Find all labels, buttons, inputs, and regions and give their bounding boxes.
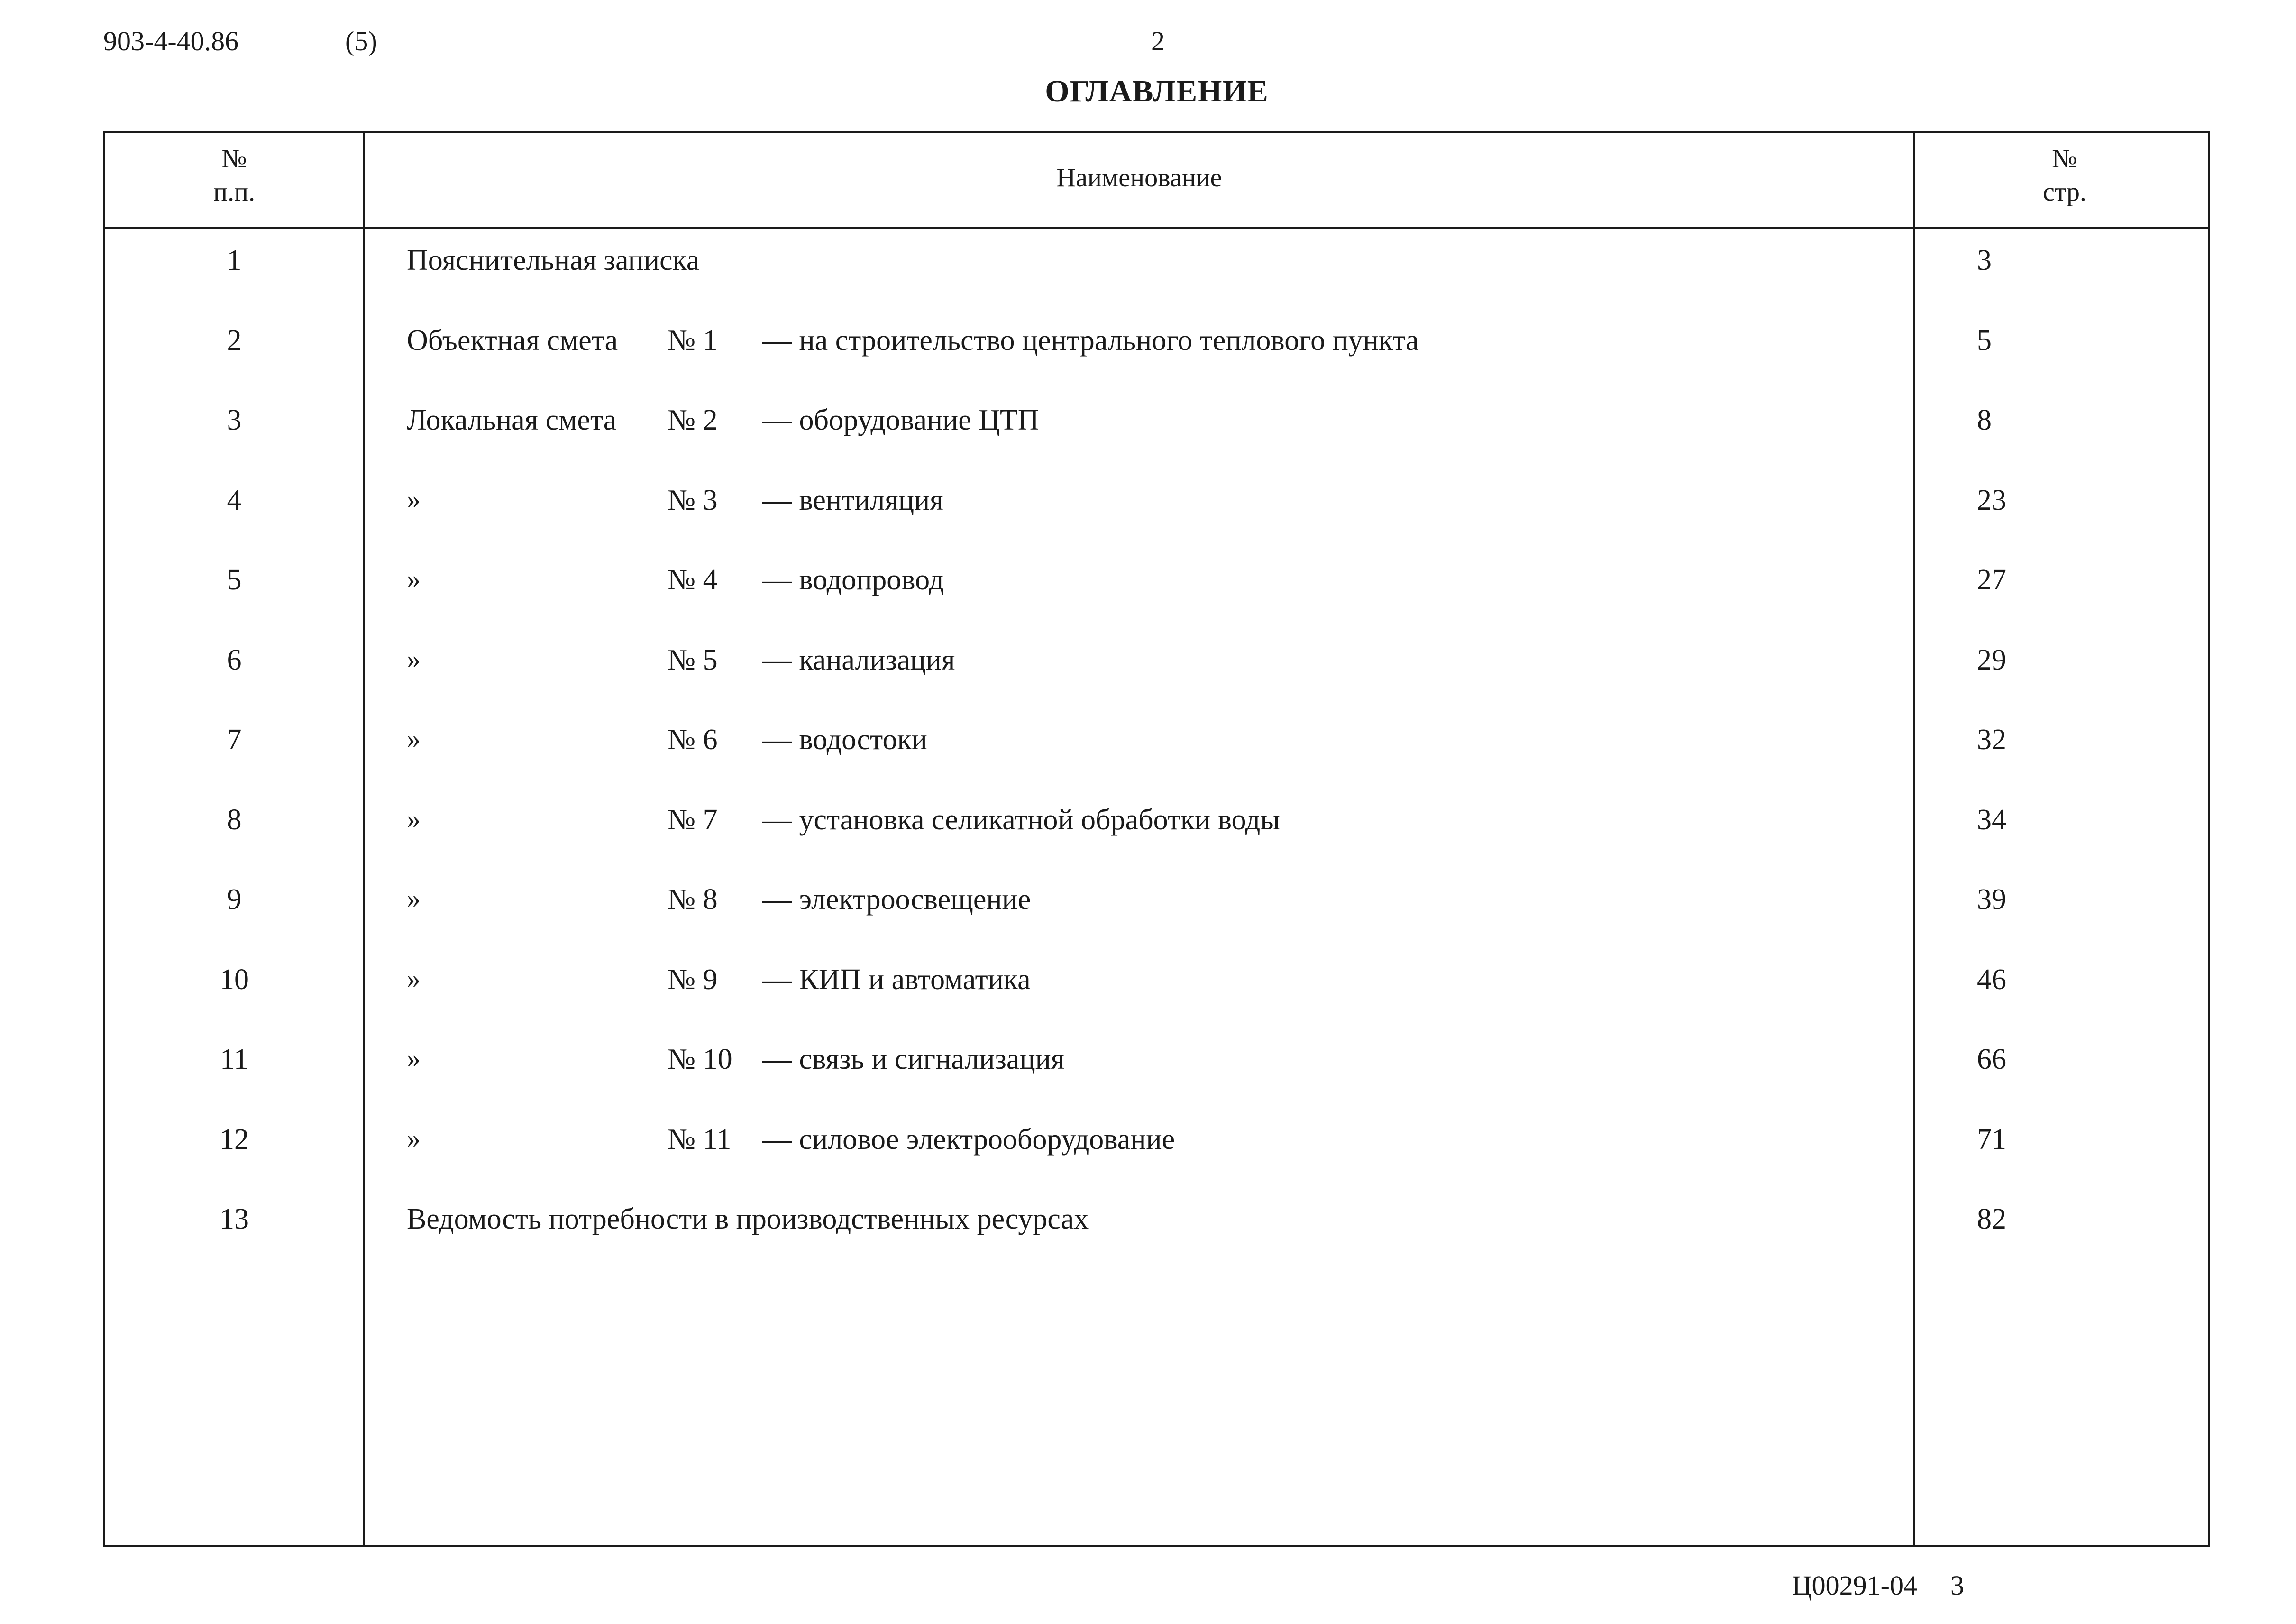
table-row [105, 326, 2208, 405]
ditto-mark: » [407, 563, 421, 594]
estimate-number: № 10 [668, 1043, 732, 1075]
footer-code: Ц00291-04 [1792, 1570, 1917, 1601]
ditto-mark: » [407, 883, 421, 914]
page-number: 2 [1151, 26, 1165, 56]
estimate-number: № 2 [668, 404, 718, 436]
row-number: 10 [220, 963, 249, 996]
column-header-number-line1: № [221, 144, 247, 174]
table-row [105, 885, 2208, 964]
row-name: Ведомость потребности в производственных ресурсах [407, 1203, 1089, 1235]
row-description: — вентиляция [762, 484, 943, 516]
column-header-name-label: Наименование [1056, 163, 1222, 193]
table-row [105, 1045, 2208, 1124]
row-page: 39 [1977, 883, 2006, 916]
row-page: 5 [1977, 324, 1992, 357]
row-number: 5 [227, 564, 242, 596]
row-number: 8 [227, 803, 242, 836]
row-number: 2 [227, 324, 242, 357]
page-title: ОГЛАВЛЕНИЕ [1045, 74, 1269, 109]
table-row [105, 805, 2208, 885]
row-page: 27 [1977, 564, 2006, 596]
row-description: — силовое электрооборудование [762, 1123, 1175, 1156]
row-page: 23 [1977, 484, 2006, 516]
row-number: 13 [220, 1203, 249, 1235]
row-description: — канализация [762, 643, 955, 676]
table-row [105, 965, 2208, 1045]
row-number: 1 [227, 244, 242, 276]
row-page: 34 [1977, 803, 2006, 836]
column-header-page [1915, 142, 2214, 209]
table-row [105, 1122, 2208, 1204]
ditto-mark: » [407, 1122, 421, 1154]
row-description: — на строительство центрального теплового пункта [762, 324, 1419, 357]
column-header-page-line2: стр. [2042, 177, 2086, 207]
header-divider [105, 227, 2208, 229]
table-row [105, 246, 2208, 325]
row-page: 3 [1977, 244, 1992, 276]
row-number: 7 [227, 724, 242, 756]
table-row [105, 405, 2208, 485]
ditto-mark: » [407, 803, 421, 834]
column-header-number [105, 142, 363, 209]
estimate-number: № 9 [668, 963, 718, 996]
row-number: 11 [220, 1043, 248, 1075]
row-number: 4 [227, 484, 242, 516]
ditto-mark: » [407, 483, 421, 514]
ditto-mark: » [407, 963, 421, 994]
footer-sheet: 3 [1950, 1570, 1964, 1601]
row-page: 82 [1977, 1203, 2006, 1235]
row-description: — электроосвещение [762, 883, 1031, 916]
row-page: 71 [1977, 1123, 2006, 1156]
table-row [105, 1204, 2208, 1284]
table-row [105, 645, 2208, 725]
row-description: — КИП и автоматика [762, 963, 1031, 996]
row-name: Пояснительная записка [407, 244, 700, 276]
ditto-mark: » [407, 1043, 421, 1073]
row-description: — установка селикатной обработки воды [762, 803, 1280, 836]
row-number: 12 [220, 1123, 249, 1156]
row-description: — водопровод [762, 564, 944, 596]
estimate-number: № 6 [668, 724, 718, 756]
row-name: Объектная смета [407, 324, 618, 357]
row-page: 29 [1977, 643, 2006, 676]
sheet-number: (5) [345, 26, 377, 56]
contents-table [103, 131, 2210, 1547]
table-row [105, 725, 2208, 805]
row-page: 32 [1977, 724, 2006, 756]
estimate-number: № 11 [668, 1123, 732, 1156]
row-number: 6 [227, 643, 242, 676]
row-description: — связь и сигнализация [762, 1043, 1065, 1075]
ditto-mark: » [407, 643, 421, 674]
estimate-number: № 1 [668, 324, 718, 357]
column-header-name [365, 161, 1913, 194]
row-number: 9 [227, 883, 242, 916]
row-description: — водостоки [762, 724, 927, 756]
document-code: 903-4-40.86 [103, 26, 239, 56]
column-header-number-line2: п.п. [213, 177, 255, 207]
estimate-number: № 5 [668, 643, 718, 676]
estimate-number: № 4 [668, 564, 718, 596]
row-page: 46 [1977, 963, 2006, 996]
table-row [105, 483, 2208, 565]
table-row [105, 565, 2208, 645]
row-number: 3 [227, 404, 242, 436]
column-header-page-line1: № [2052, 144, 2077, 174]
row-name: Локальная смета [407, 404, 617, 436]
ditto-mark: » [407, 723, 421, 754]
footer [1792, 1569, 1964, 1601]
estimate-number: № 7 [668, 803, 718, 836]
row-page: 8 [1977, 404, 1992, 436]
row-page: 66 [1977, 1043, 2006, 1075]
row-description: — оборудование ЦТП [762, 404, 1039, 436]
estimate-number: № 8 [668, 883, 718, 916]
estimate-number: № 3 [668, 484, 718, 516]
